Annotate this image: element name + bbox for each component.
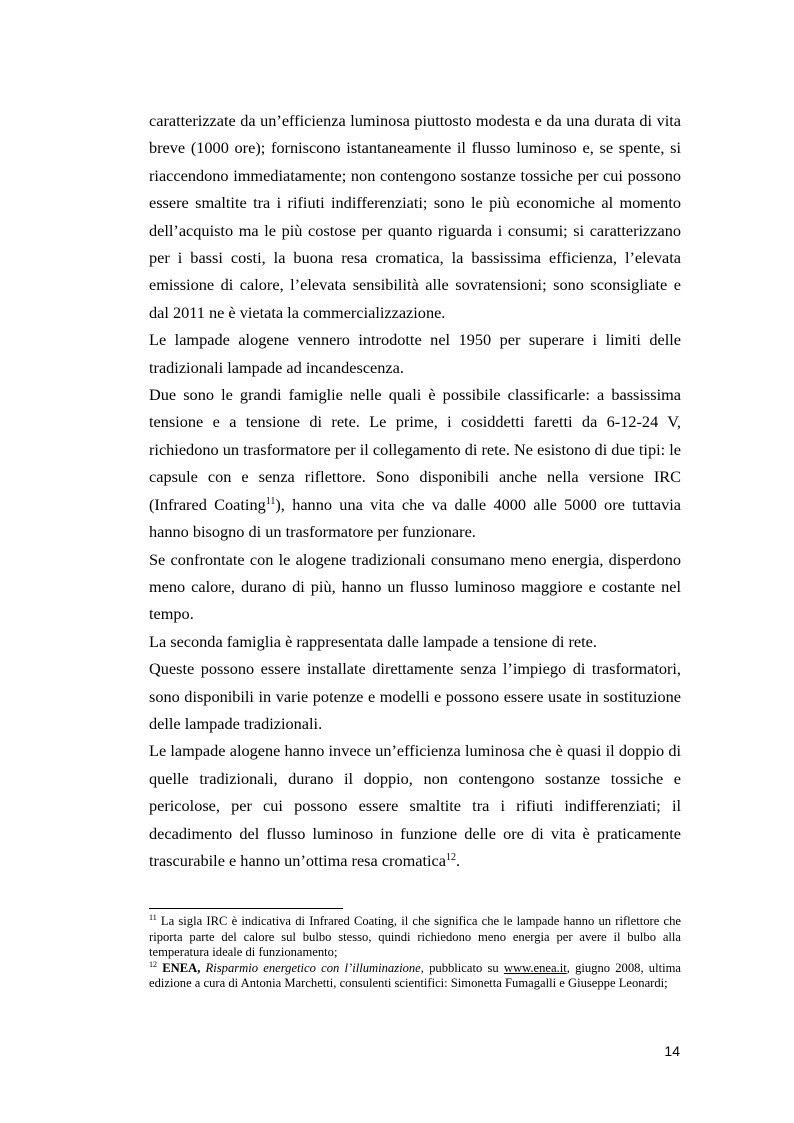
paragraph-second-family: La seconda famiglia è rappresentata dalle lampade a tensione di rete. [149, 631, 597, 651]
footnote-ref-11[interactable]: 11 [265, 495, 276, 507]
footnote-11: $^{11}$ La sigla IRC è indicativa di Infrared Coating, il che significa che le lampade hanno un riflettore che riporta parte del calore sul bulbo stesso, quindi richiedono meno energia per avere il bulbo alla temperatura ideale di funzionamento; [149, 913, 681, 959]
page-number: 14 [664, 1043, 680, 1059]
footnote-12: $^{12}$ ENEA, Risparmio energetico con l’illuminazione, pubblicato su www.enea.it, giugno 2008, ultima edizione a cura di Antonia Marchetti, consulenti scientifici: Simonetta Fumagalli e Giuseppe Leonardi; [149, 959, 681, 990]
paragraph-mains-voltage: Queste possono essere installate direttamente senza l’impiego di trasformatori, sono disponibili in varie potenze e modelli e possono essere usate in sostituzione delle lampade tradizionali. [149, 659, 681, 733]
paragraph-incandescent-properties: caratterizzate da un’efficienza luminosa piuttosto modesta e da una durata di vita breve (1000 ore); forniscono istantaneamente il flusso luminoso e, se spente, si riaccendono immediatamente; non contengono sostanze tossiche per cui possono essere smaltite tra i rifiuti indifferenziati; sono le più economiche al momento dell’acquisto ma le più costose per quanto riguarda i consumi; si caratterizzano per i bassi costi, la buona resa cromatica, la bassissima efficienza, l’elevata emissione di calore, l’elevata sensibilità alle sovratensioni; sono sconsigliate e dal 2011 ne è vietata la commercializzazione. [149, 111, 681, 322]
footnote-separator [149, 908, 343, 909]
paragraph-halogen-efficiency: Le lampade alogene hanno invece un’efficienza luminosa che è quasi il doppio di quelle tradizionali, durano il doppio, non contengono sostanze tossiche e pericolose, per cui possono essere smaltite tra i rifiuti indifferenziati; il decadimento del flusso luminoso in funzione delle ore di vita è praticamente trascurabile e hanno un’ottima resa cromatica$^{12}$. [149, 741, 681, 870]
paragraph-halogen-comparison: Se confrontate con le alogene tradizionali consumano meno energia, disperdono meno calore, durano di più, hanno un flusso luminoso maggiore e costante nel tempo. [149, 549, 681, 624]
paragraph-halogen-families: Due sono le grandi famiglie nelle quali è possibile classificarle: a bassissima tensione e a tensione di rete. Le prime, i cosiddetti faretti da 6-12-24 V, richiedono un trasformatore per il collegamento di rete. Ne esistono di due tipi: le capsule con e senza riflettore. Sono disponibili anche nella versione IRC (Infrared Coating$^{11}$), hanno una vita che va dalle 4000 alle 5000 ore tuttavia hanno bisogno di un trasformatore per funzionare. [149, 385, 682, 542]
footnote-ref-12[interactable]: 12 [446, 851, 456, 863]
footnotes [149, 914, 681, 992]
enea-link[interactable]: www.enea.it [503, 960, 567, 975]
paragraph-halogen-intro: Le lampade alogene vennero introdotte nel 1950 per superare i limiti delle tradizionali lampade ad incandescenza. [149, 330, 681, 377]
main-text [149, 107, 681, 874]
